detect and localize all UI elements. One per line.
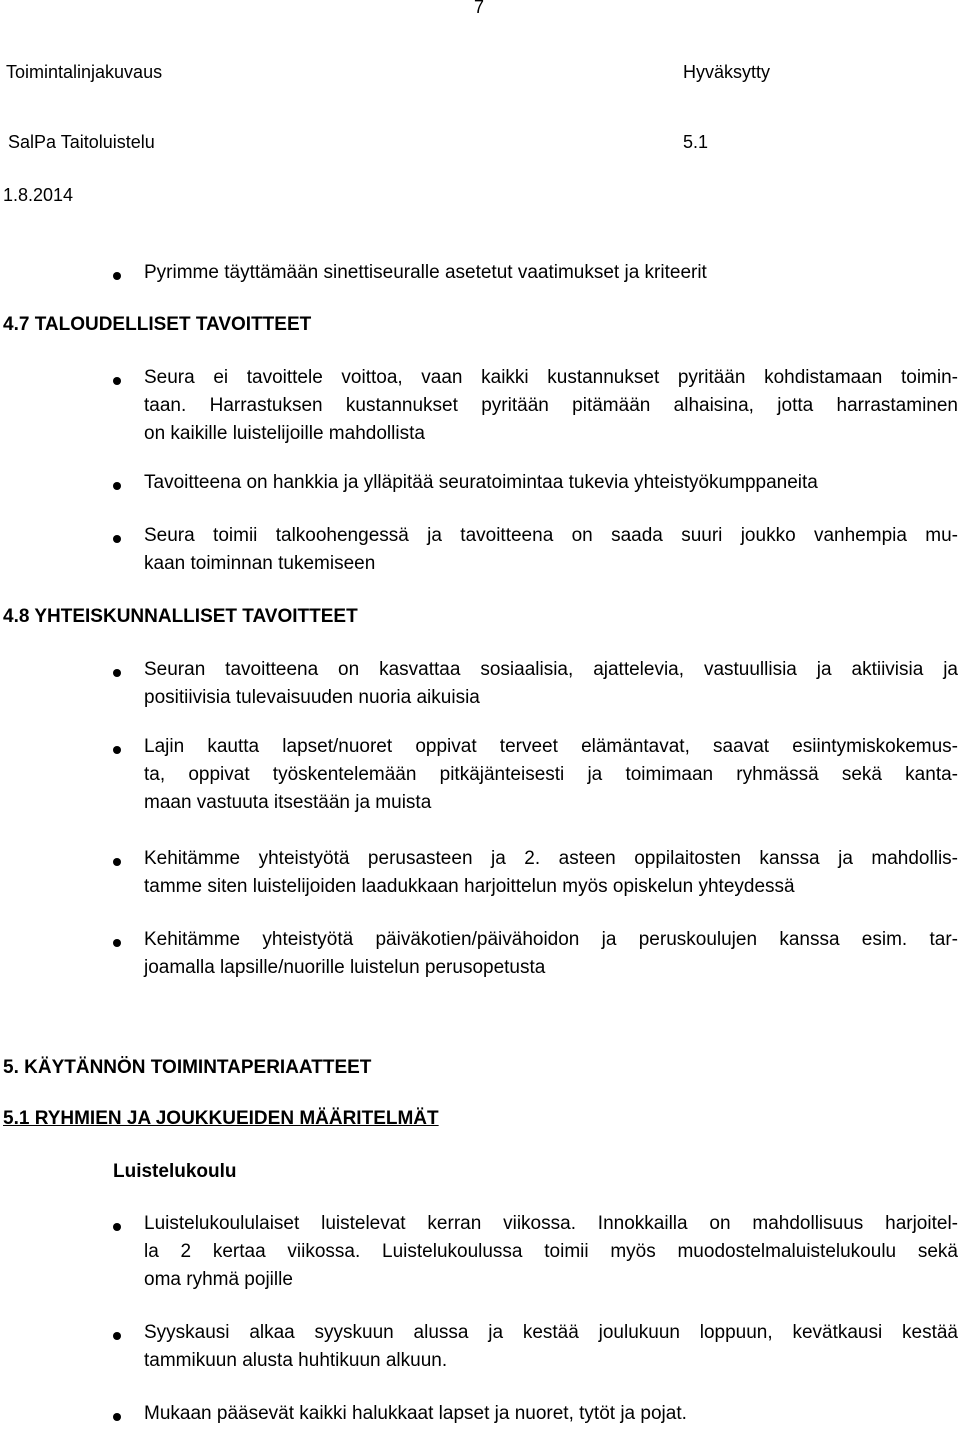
- bullet-text: maan vastuuta itsestään ja muista: [144, 792, 432, 813]
- version-number: 5.1: [683, 132, 709, 152]
- bullet-dot: [113, 377, 121, 385]
- bullet-dot: [113, 1332, 121, 1340]
- subheading-luistelukoulu: Luistelukoulu: [113, 1161, 237, 1182]
- bullet-text: tammikuun alusta huhtikuun alkuun.: [144, 1350, 448, 1371]
- bullet-text: on kaikille luistelijoille mahdollista: [144, 423, 425, 444]
- bullet-text: taan. Harrastuksen kustannukset pyritään pitämään alhaisina, jotta harrastaminen: [144, 395, 958, 416]
- bullet-text: ta, oppivat työskentelemään pitkäjänteisesti ja toimimaan ryhmässä sekä kanta-: [144, 764, 958, 785]
- bullet-dot: [113, 669, 121, 677]
- bullet-dot: [113, 272, 121, 280]
- bullet-dot: [113, 535, 121, 543]
- document-date: 1.8.2014: [3, 185, 74, 205]
- page-number: 7: [474, 0, 485, 17]
- bullet-text: Seuran tavoitteena on kasvattaa sosiaalisia, ajattelevia, vastuullisia ja aktiivisia ja: [144, 659, 958, 680]
- bullet-text: Seura toimii talkoohengessä ja tavoitteena on saada suuri joukko vanhempia mu-: [144, 525, 958, 546]
- organization-name: SalPa Taitoluistelu: [8, 132, 155, 152]
- bullet-text: Luistelukoululaiset luistelevat kerran viikossa. Innokkailla on mahdollisuus harjoitel-: [144, 1213, 958, 1234]
- document-type: Toimintalinjakuvaus: [6, 62, 163, 82]
- bullet-dot: [113, 858, 121, 866]
- bullet-dot: [113, 1413, 121, 1421]
- bullet-dot: [113, 746, 121, 754]
- bullet-text: oma ryhmä pojille: [144, 1269, 293, 1290]
- section-heading-5: 5. KÄYTÄNNÖN TOIMINTAPERIAATTEET: [3, 1057, 372, 1078]
- bullet-text: Syyskausi alkaa syyskuun alussa ja kestää joulukuun loppuun, kevätkausi kestää: [144, 1322, 958, 1343]
- bullet-text: positiivisia tulevaisuuden nuoria aikuisia: [144, 687, 480, 708]
- bullet-text: Tavoitteena on hankkia ja ylläpitää seuratoimintaa tukevia yhteistyökumppaneita: [144, 472, 818, 493]
- bullet-text: Kehitämme yhteistyötä perusasteen ja 2. asteen oppilaitosten kanssa ja mahdollis-: [144, 848, 958, 869]
- bullet-text: tamme siten luistelijoiden laadukkaan harjoittelun myös opiskelun yhteydessä: [144, 876, 795, 897]
- bullet-text: Lajin kautta lapset/nuoret oppivat terveet elämäntavat, saavat esiintymiskokemus-: [144, 736, 958, 757]
- bullet-dot: [113, 482, 121, 490]
- section-heading-5-1: 5.1 RYHMIEN JA JOUKKUEIDEN MÄÄRITELMÄT: [3, 1108, 439, 1129]
- section-heading-4-8: 4.8 YHTEISKUNNALLISET TAVOITTEET: [3, 606, 358, 627]
- section-heading-4-7: 4.7 TALOUDELLISET TAVOITTEET: [3, 314, 312, 335]
- bullet-dot: [113, 939, 121, 947]
- approval-status: Hyväksytty: [683, 62, 771, 82]
- bullet-text: Seura ei tavoittele voittoa, vaan kaikki kustannukset pyritään kohdistamaan toimin-: [144, 367, 958, 388]
- bullet-text: joamalla lapsille/nuorille luistelun perusopetusta: [144, 957, 546, 978]
- bullet-text: la 2 kertaa viikossa. Luistelukoulussa toimii myös muodostelmaluistelukoulu sekä: [144, 1241, 958, 1262]
- bullet-text: Kehitämme yhteistyötä päiväkotien/päivähoidon ja peruskoulujen kanssa esim. tar-: [144, 929, 958, 950]
- bullet-text: Mukaan pääsevät kaikki halukkaat lapset ja nuoret, tytöt ja pojat.: [144, 1403, 687, 1424]
- bullet-text: kaan toiminnan tukemiseen: [144, 553, 376, 574]
- bullet-text: Pyrimme täyttämään sinettiseuralle asetetut vaatimukset ja kriteerit: [144, 262, 707, 283]
- bullet-dot: [113, 1223, 121, 1231]
